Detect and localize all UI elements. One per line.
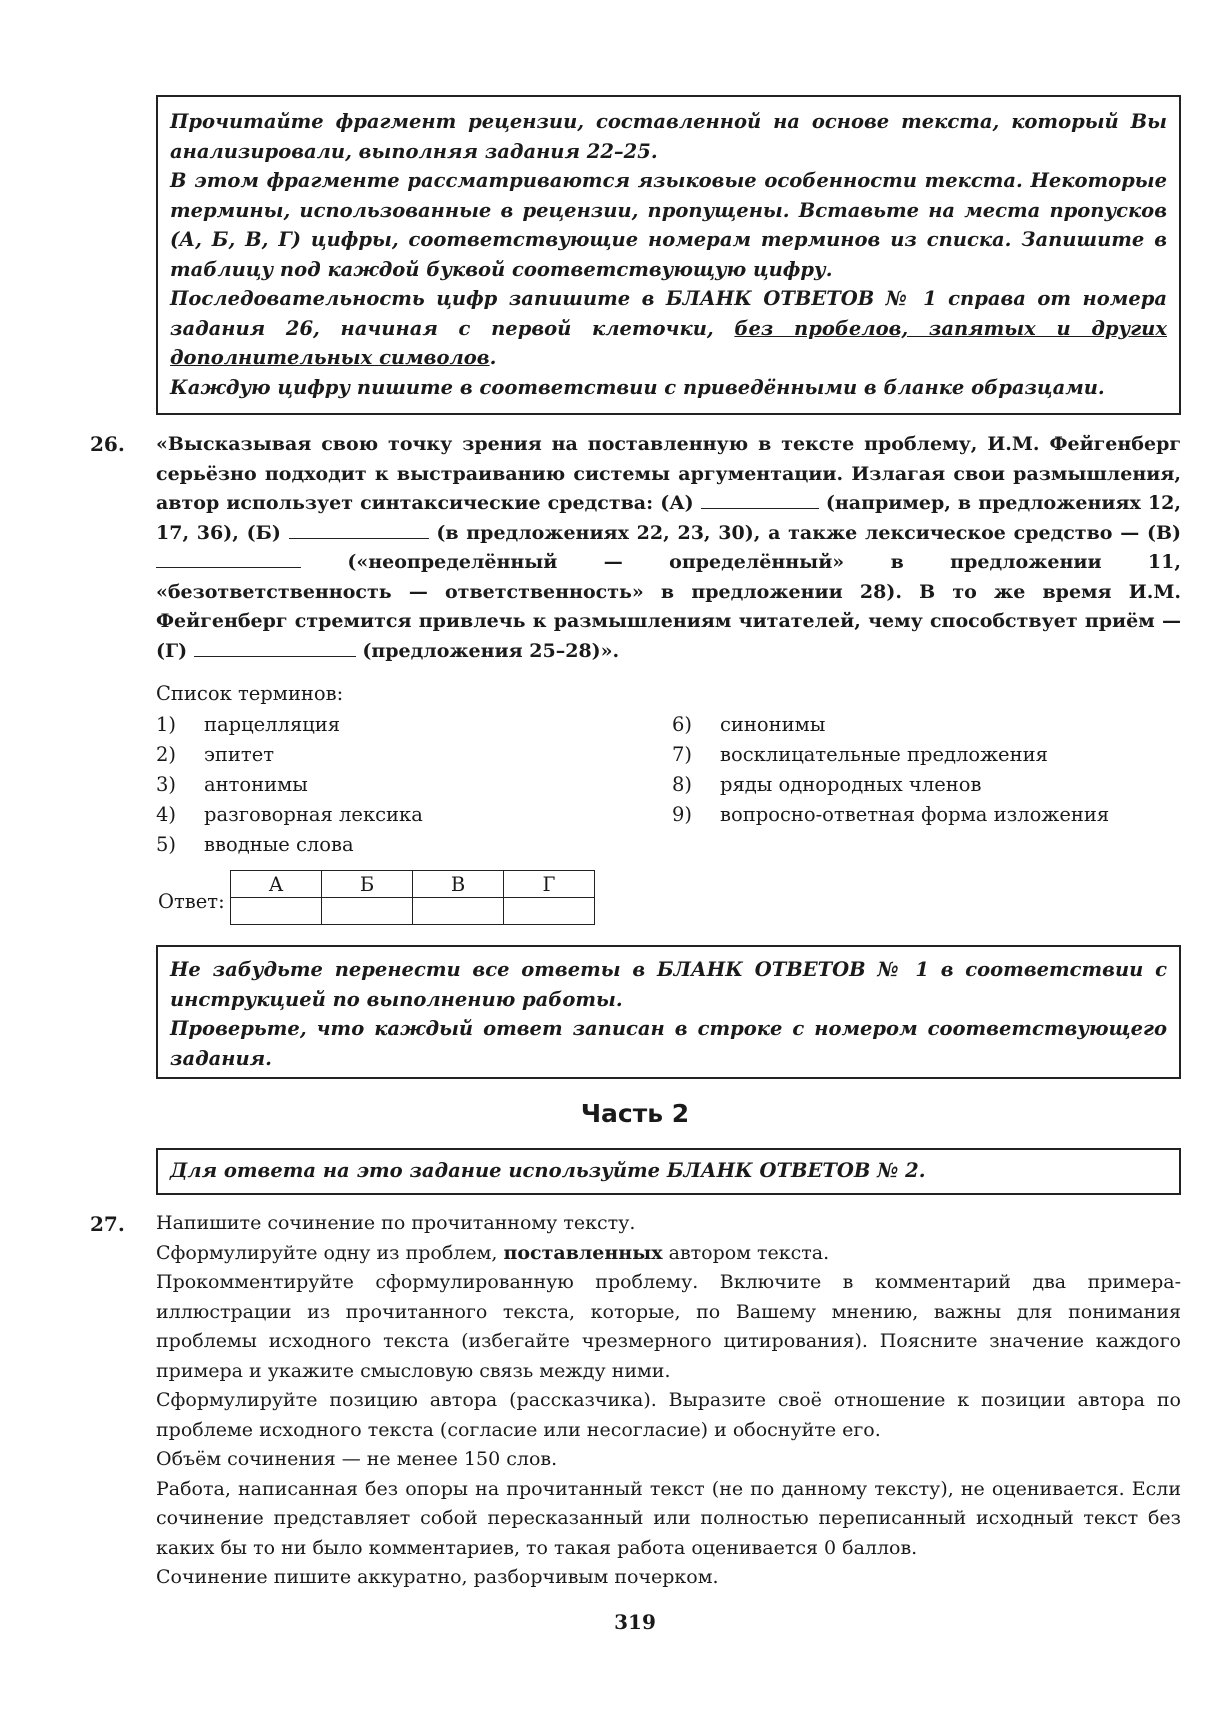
reminder-paragraph-1: Не забудьте перенести все ответы в БЛАНК ОТВЕТОВ № 1 в соответствии с инструкцией по выполнению работы.	[170, 958, 1167, 1011]
term-text: разговорная лексика	[204, 803, 423, 826]
task27-text: автором текста.	[662, 1241, 830, 1264]
instruction-paragraph-4: Каждую цифру пишите в соответствии с приведёнными в бланке образцами.	[170, 375, 1105, 399]
blank-v	[156, 549, 301, 568]
answer-cell-b[interactable]	[322, 898, 413, 925]
instruction-text: Последовательность цифр запишите в БЛАНК ОТВЕТОВ № 1 справа от номера задания 26, начиная с первой клеточки,	[170, 287, 1167, 340]
term-text: вводные слова	[204, 833, 354, 856]
term-text: парцелляция	[204, 713, 341, 736]
answer-header-v: В	[413, 871, 504, 898]
answer-header-row	[231, 871, 595, 898]
list-item	[156, 833, 354, 856]
terms-list-title: Список терминов:	[156, 682, 344, 705]
blank-g	[194, 638, 356, 657]
task-text	[156, 1209, 1181, 1593]
list-item	[672, 773, 981, 796]
term-number: 8)	[672, 773, 693, 796]
list-item	[672, 713, 825, 736]
term-text: эпитет	[204, 743, 275, 766]
task27-line-1: Напишите сочинение по прочитанному тексту.	[156, 1212, 636, 1234]
task-number: 27.	[90, 1212, 125, 1236]
instruction-box	[156, 95, 1181, 415]
list-item	[672, 803, 1109, 826]
answer-header-g: Г	[504, 871, 595, 898]
term-number: 2)	[156, 743, 177, 766]
task27-line-5: Объём сочинения — не менее 150 слов.	[156, 1448, 558, 1470]
term-number: 6)	[672, 713, 693, 736]
term-text: синонимы	[720, 713, 826, 736]
task-text	[156, 430, 1181, 666]
review-text: (например, в предложениях 12, 17, 36), (Б)	[156, 492, 1181, 544]
term-number: 4)	[156, 803, 177, 826]
term-number: 7)	[672, 743, 693, 766]
term-text: ряды однородных членов	[720, 773, 982, 796]
term-number: 3)	[156, 773, 177, 796]
answer-input-row	[231, 898, 595, 925]
instruction-paragraph-1: Прочитайте фрагмент рецензии, составленной на основе текста, который Вы анализировали, выполняя задания 22–25.	[170, 110, 1167, 163]
task27-line-4: Сформулируйте позицию автора (рассказчика). Выразите своё отношение к позиции автора по проблеме исходного текста (согласие или несогласие) и обоснуйте его.	[156, 1389, 1181, 1441]
part2-instruction-text: Для ответа на это задание используйте БЛАНК ОТВЕТОВ № 2.	[170, 1159, 926, 1182]
answer-header-a: А	[231, 871, 322, 898]
reminder-paragraph-2: Проверьте, что каждый ответ записан в строке с номером соответствующего задания.	[170, 1017, 1167, 1070]
term-number: 9)	[672, 803, 693, 826]
answer-cell-g[interactable]	[504, 898, 595, 925]
page-number: 319	[614, 1610, 656, 1634]
term-text: восклицательные предложения	[720, 743, 1048, 766]
review-text: (в предложениях 22, 23, 30), а также лексическое средство — (В)	[436, 521, 1181, 544]
list-item	[156, 713, 340, 736]
instruction-paragraph-2: В этом фрагменте рассматриваются языковые особенности текста. Некоторые термины, использованные в рецензии, пропущены. Вставьте на места пропусков (А, Б, В, Г) цифры, соответствующие номерам терминов из списка. Запишите в таблицу под каждой буквой соответствующую цифру.	[170, 169, 1167, 281]
answer-cell-a[interactable]	[231, 898, 322, 925]
task27-line-2	[156, 1239, 1181, 1269]
answer-table	[230, 870, 595, 925]
task27-line-3: Прокомментируйте сформулированную проблему. Включите в комментарий два примера-иллюстрации из прочитанного текста, которые, по Вашему мнению, важны для понимания проблемы исходного текста (избегайте чрезмерного цитирования). Поясните значение каждого примера и укажите смысловую связь между ними.	[156, 1271, 1181, 1382]
task27-line-6: Работа, написанная без опоры на прочитанный текст (не по данному тексту), не оценивается. Если сочинение представляет собой пересказанный или полностью переписанный исходный текст без каких бы то ни было комментариев, то такая работа оценивается 0 баллов.	[156, 1477, 1181, 1559]
answer-header-b: Б	[322, 871, 413, 898]
task27-line-7: Сочинение пишите аккуратно, разборчивым почерком.	[156, 1566, 719, 1588]
list-item	[672, 743, 1048, 766]
list-item	[156, 743, 274, 766]
part-heading: Часть 2	[580, 1099, 690, 1128]
term-text: антонимы	[204, 773, 308, 796]
review-text: (предложения 25–28)».	[362, 639, 620, 662]
blank-b	[289, 520, 429, 539]
term-number: 1)	[156, 713, 177, 736]
task-number: 26.	[90, 432, 125, 456]
task27-text: Сформулируйте одну из проблем,	[156, 1241, 504, 1264]
instruction-text: .	[489, 346, 497, 369]
term-text: вопросно-ответная форма изложения	[720, 803, 1110, 826]
task27-bold-text: поставленных	[503, 1241, 663, 1264]
review-text: («неопределённый — определённый» в предложении 11, «безответственность — ответственность» в предложении 28). В то же время И.М. Фейгенберг стремится привлечь к размышлениям читателей, чему способствует приём — (Г)	[156, 551, 1181, 662]
answer-label: Ответ:	[158, 890, 225, 913]
instruction-underlined-text: без пробелов, запятых и других дополнительных символов	[170, 316, 1167, 369]
list-item	[156, 803, 423, 826]
reminder-box	[156, 945, 1181, 1079]
blank-a	[701, 490, 819, 509]
instruction-paragraph-3	[170, 284, 1167, 373]
part2-instruction-box	[156, 1148, 1181, 1195]
term-number: 5)	[156, 833, 177, 856]
answer-cell-v[interactable]	[413, 898, 504, 925]
review-text: «Высказывая свою точку зрения на поставленную в тексте проблему, И.М. Фейгенберг серьёзно подходит к выстраиванию системы аргументации. Излагая свои размышления, автор использует синтаксические средства: (А)	[156, 433, 1181, 514]
list-item	[156, 773, 308, 796]
